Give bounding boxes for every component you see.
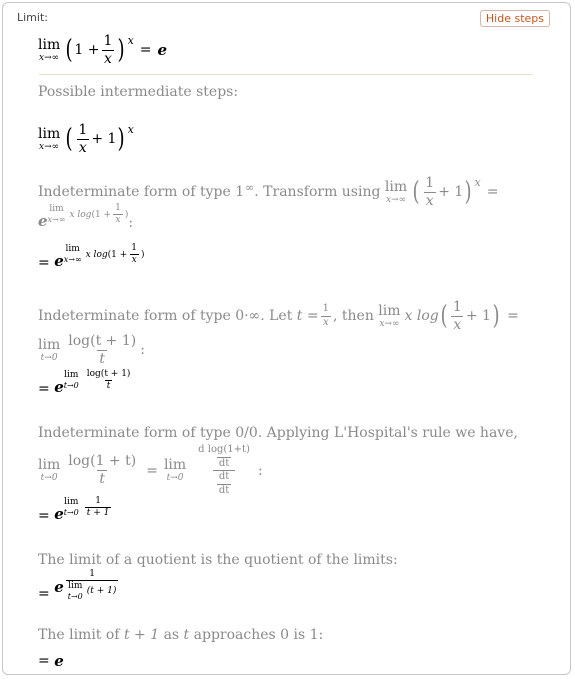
step-1-expression: lim x→∞ ( $\frac{1}{x}$ + 1 ) x	[38, 122, 134, 156]
result-value: e	[157, 41, 168, 60]
fraction: $\frac{1}{x}$	[103, 33, 113, 67]
lim-operator: lim x→∞	[38, 36, 61, 63]
hide-steps-button[interactable]: Hide steps	[480, 10, 550, 27]
main-expression: lim x→∞ ( 1 + $\frac{1}{x}$ ) x = e	[38, 33, 168, 67]
step-7-expression: = e lim t→0 $\frac{1}{t + 1}$	[38, 496, 110, 524]
step-8-note: The limit of a quotient is the quotient of the limits:	[38, 552, 398, 568]
panel-label: Limit:	[17, 11, 48, 24]
step-9-expression: = e 1 lim t→0 (t + 1)	[38, 569, 117, 602]
step-2-transform: e lim x→∞ x log ( 1 + $\frac{1}{x}$ ) :	[38, 203, 134, 231]
divider	[39, 74, 533, 75]
step-4-note: Indeterminate form of type 0·∞. Let t = $\frac{1}{x}$ , then lim x→∞ x log ( $\frac{1}{x}$ + 1 ) =	[38, 299, 519, 333]
step-6-lhospital: lim t→0 $\frac{\log(1 + t)}{t}$ = lim t→0 $\frac{\frac{\text{d log(1+t)}}{dt}}{\frac{dt}{dt}}$ :	[38, 444, 263, 496]
step-4-substitution: lim t→0 $\frac{\log(t + 1)}{t}$ :	[38, 333, 145, 367]
step-2-note: Indeterminate form of type 1 ∞ . Transform using lim x→∞ ( $\frac{1}{x}$ + 1 ) x =	[38, 175, 499, 209]
step-11-result: = e	[38, 652, 64, 670]
step-10-note: The limit of t + 1 as t approaches 0 is 1:	[38, 627, 324, 643]
step-6-note: Indeterminate form of type 0/0. Applying L'Hospital's rule we have,	[38, 425, 518, 441]
steps-intro: Possible intermediate steps:	[38, 84, 239, 100]
step-5-expression: = e lim t→0 $\frac{\log(t + 1)}{t}$	[38, 369, 131, 397]
step-3-expression: = e lim x→∞ x log ( 1 + $\frac{1}{x}$ )	[38, 243, 145, 271]
